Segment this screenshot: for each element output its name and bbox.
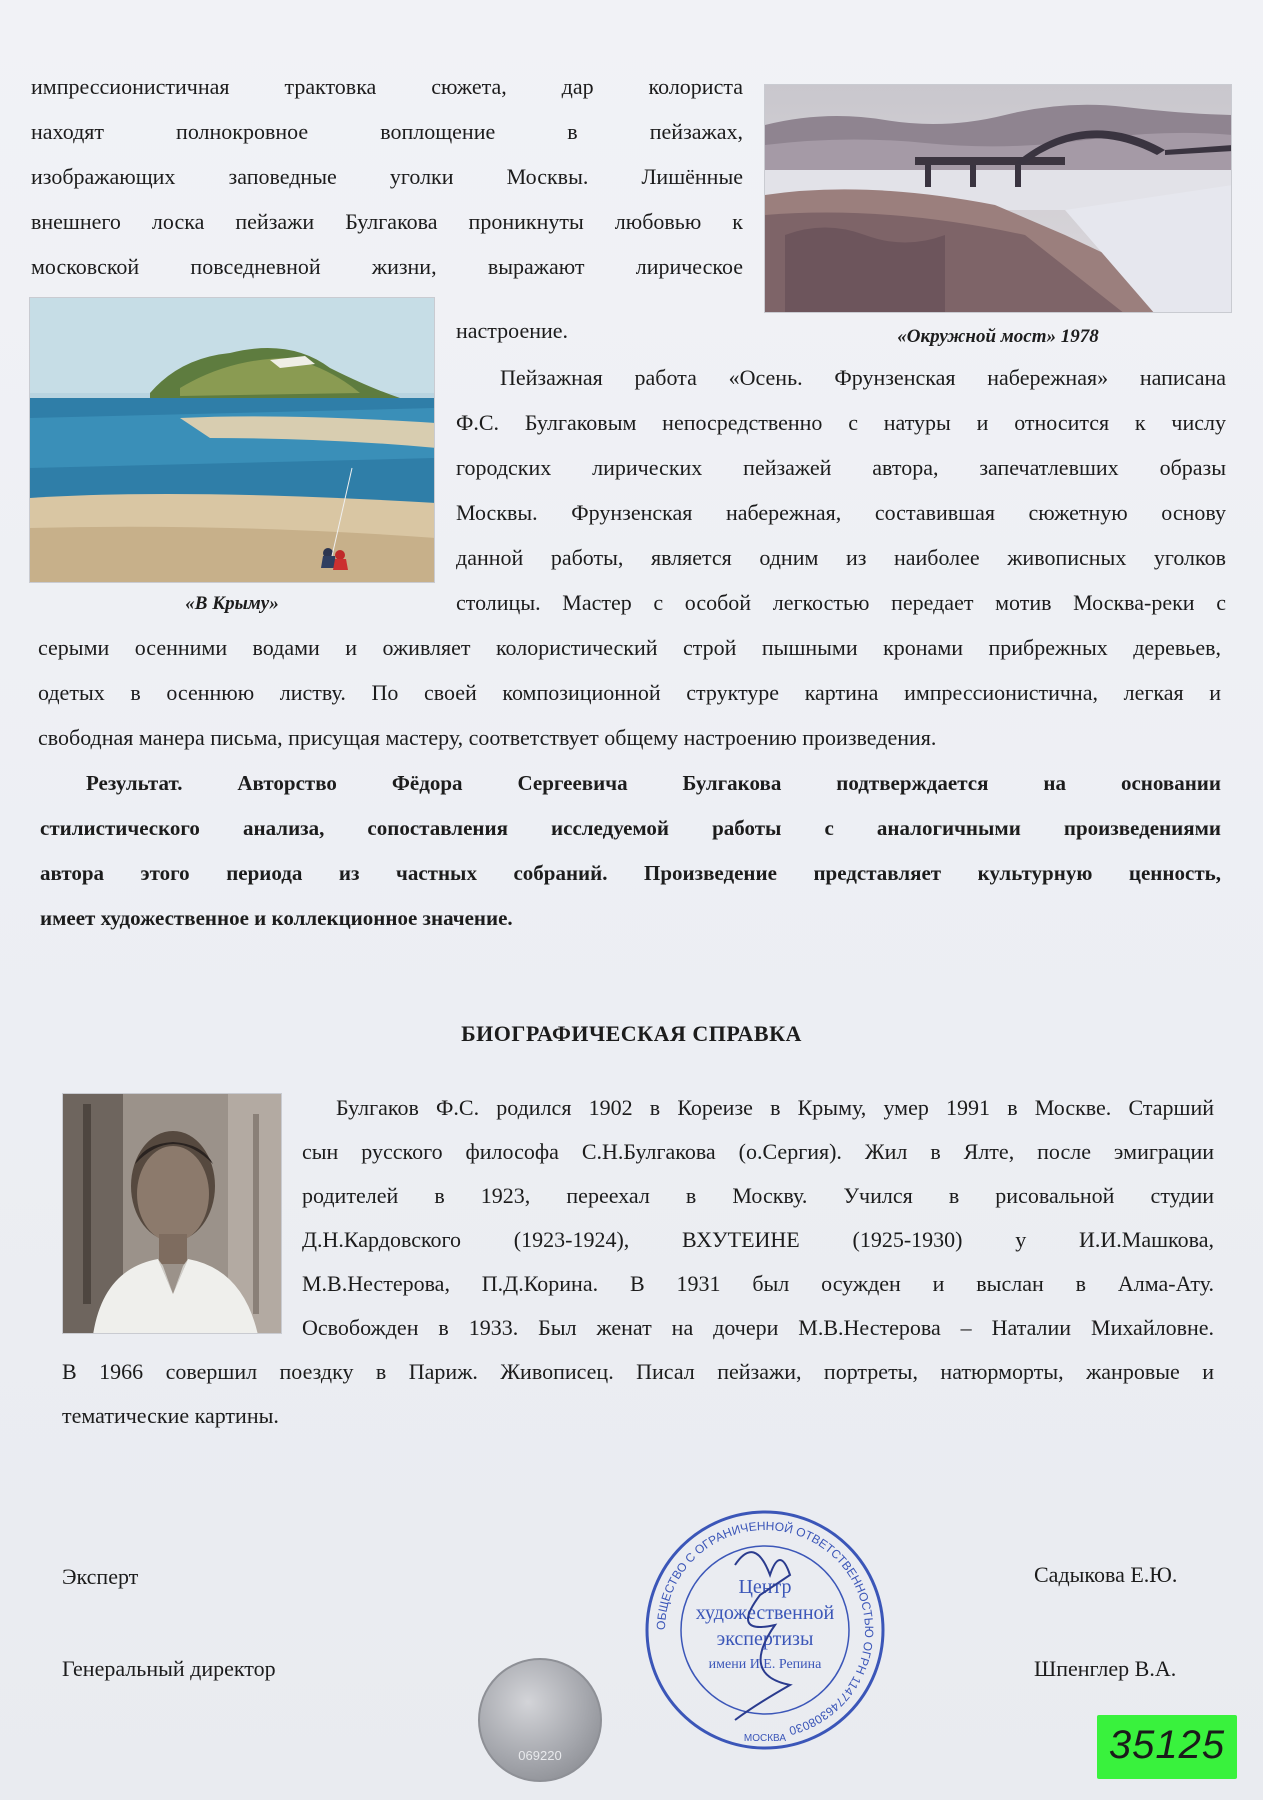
text-line: Освобожден в 1933. Был женат на дочери М.В.Нестерова – Наталии Михайловне.	[302, 1315, 1214, 1340]
text-line: свободная манера письма, присущая мастеру, соответствует общему настроению произведения.	[38, 725, 937, 750]
crimea-painting-image	[29, 297, 435, 583]
stamp-ring-text: ОБЩЕСТВО С ОГРАНИЧЕННОЙ ОТВЕТСТВЕННОСТЬЮ ОГРН 1147746308030	[653, 1518, 877, 1738]
portrait-photo	[62, 1093, 282, 1334]
stamp-city: МОСКВА	[743, 1733, 787, 1744]
text-line: М.В.Нестерова, П.Д.Корина. В 1931 был осужден и выслан в Алма-Ату.	[302, 1271, 1214, 1296]
director-name: Шпенглер В.А.	[1034, 1656, 1177, 1681]
official-stamp	[640, 1505, 890, 1755]
text-line: автора этого периода из частных собраний. Произведение представляет культурную ценность,	[40, 861, 1221, 885]
analysis-text-mid	[456, 355, 1226, 625]
text-line: родителей в 1923, переехал в Москву. Учился в рисовальной студии	[302, 1183, 1214, 1208]
stamp-line: экспертизы	[716, 1628, 814, 1650]
text-line: изображающих заповедные уголки Москвы. Лишённые	[31, 164, 743, 189]
text-line: стилистического анализа, сопоставления исследуемой работы с аналогичными произведениями	[40, 816, 1221, 840]
analysis-text-top	[31, 64, 743, 289]
text-line: находят полнокровное воплощение в пейзажах,	[31, 119, 743, 144]
text-line: Пейзажная работа «Осень. Фрунзенская набережная» написана	[500, 365, 1226, 390]
bridge-caption: «Окружной мост» 1978	[897, 326, 1099, 347]
text-line: импрессионистичная трактовка сюжета, дар колориста	[31, 74, 743, 99]
expert-name: Садыкова Е.Ю.	[1034, 1562, 1178, 1587]
sticker-number: 35125	[1108, 1723, 1226, 1767]
result-paragraph	[40, 761, 1221, 896]
inventory-sticker	[1097, 1715, 1237, 1779]
text-line: Ф.С. Булгаковым непосредственно с натуры и относится к числу	[456, 410, 1226, 435]
expert-label: Эксперт	[62, 1564, 139, 1589]
biography-heading: БИОГРАФИЧЕСКАЯ СПРАВКА	[461, 1021, 802, 1046]
hologram-sticker	[478, 1658, 602, 1782]
text-line: имеет художественное и коллекционное значение.	[40, 906, 513, 930]
stamp-line: имени И.Е. Репина	[708, 1657, 822, 1672]
text-line: одетых в осеннюю листву. По своей композиционной структуре картина импрессионистична, легкая и	[38, 680, 1221, 705]
text-line: настроение.	[456, 318, 569, 343]
text-line: городских лирических пейзажей автора, запечатлевших образы	[456, 455, 1226, 480]
director-label: Генеральный директор	[62, 1656, 276, 1681]
text-line: внешнего лоска пейзажи Булгакова проникнуты любовью к	[31, 209, 743, 234]
text-line: московской повседневной жизни, выражают лирическое	[31, 254, 743, 279]
text-line: столицы. Мастер с особой легкостью передает мотив Москва-реки с	[456, 590, 1226, 615]
bridge-painting-image	[764, 84, 1232, 313]
text-line: В 1966 совершил поездку в Париж. Живописец. Писал пейзажи, портреты, натюрморты, жанровые и	[62, 1359, 1214, 1384]
hologram-number: 069220	[518, 1748, 562, 1763]
text-line: Д.Н.Кардовского (1923-1924), ВХУТЕИНЕ (1925-1930) у И.И.Машкова,	[302, 1227, 1214, 1252]
text-line: тематические картины.	[62, 1403, 279, 1428]
analysis-text-full	[38, 625, 1221, 715]
text-line: серыми осенними водами и оживляет колористический строй пышными кронами прибрежных деревьев,	[38, 635, 1221, 660]
text-line: данной работы, является одним из наиболее живописных уголков	[456, 545, 1226, 570]
stamp-line: Центр	[738, 1576, 792, 1598]
stamp-line: художественной	[695, 1602, 835, 1624]
text-line: Результат. Авторство Фёдора Сергеевича Булгакова подтверждается на основании	[86, 771, 1221, 795]
crimea-caption: «В Крыму»	[185, 593, 279, 614]
text-line: сын русского философа С.Н.Булгакова (о.Сергия). Жил в Ялте, после эмиграции	[302, 1139, 1214, 1164]
text-line: Москвы. Фрунзенская набережная, составившая сюжетную основу	[456, 500, 1226, 525]
biography-text	[302, 1086, 1214, 1350]
text-line: Булгаков Ф.С. родился 1902 в Кореизе в Крыму, умер 1991 в Москве. Старший	[336, 1095, 1214, 1120]
